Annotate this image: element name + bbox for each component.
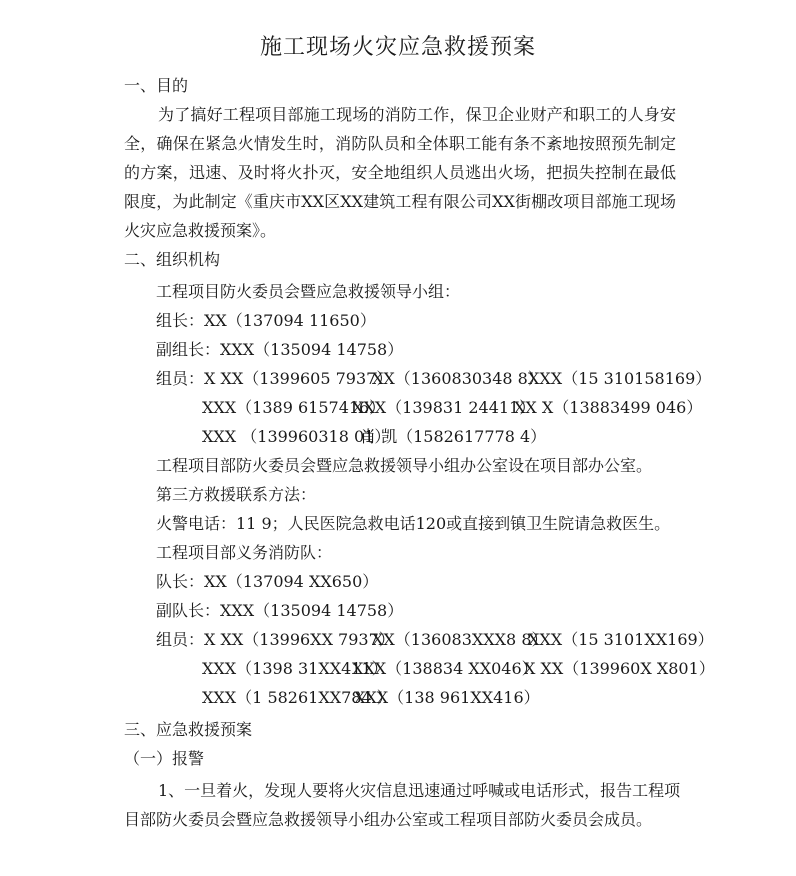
member-entry: XXX（138 961XX416） bbox=[354, 688, 540, 707]
paragraph-line: 为了搞好工程项目部施工现场的消防工作，保卫企业财产和职工的人身安 bbox=[158, 105, 676, 124]
member-entry: XXX （139960318 01） bbox=[202, 427, 391, 446]
paragraph-line: 火灾应急救援预案》。 bbox=[124, 221, 277, 240]
member-entry: XXX（15 310158169） bbox=[528, 369, 712, 388]
section-heading-purpose: 一、目的 bbox=[124, 76, 189, 95]
org-members-row bbox=[156, 369, 711, 389]
member-entry: X XX（139960X X801） bbox=[524, 659, 715, 678]
member-entry: XX（136083XXX8 8） bbox=[372, 630, 548, 649]
third-party-contact-title: 第三方救援联系方法： bbox=[156, 485, 317, 504]
org-members-row bbox=[202, 427, 546, 447]
paragraph-line: 的方案，迅速、及时将火扑灭，安全地组织人员逃出火场，把损失控制在最低 bbox=[124, 163, 676, 182]
paragraph-line: 限度，为此制定《重庆市XX区XX建筑工程有限公司XX街棚改项目部施工现场 bbox=[124, 192, 676, 211]
org-leader: 组长：XX（137094 11650） bbox=[156, 311, 376, 330]
paragraph-line: 全，确保在紧急火情发生时，消防队员和全体职工能有条不紊地按照预先制定 bbox=[124, 134, 676, 153]
members-label: 组员： bbox=[156, 369, 205, 388]
brigade-members-row bbox=[202, 659, 715, 679]
member-entry: XX X（13883499 046） bbox=[514, 398, 703, 417]
brigade-leader: 队长：XX（137094 XX650） bbox=[156, 572, 379, 591]
emergency-phone-line: 火警电话：11 9；人民医院急救电话120或直接到镇卫生院请急救医生。 bbox=[156, 514, 671, 533]
office-location: 工程项目部防火委员会暨应急救援领导小组办公室设在项目部办公室。 bbox=[156, 456, 653, 475]
brigade-members-row bbox=[156, 630, 714, 650]
section-heading-emergency-plan: 三、应急救援预案 bbox=[124, 720, 253, 739]
org-members-row bbox=[202, 398, 702, 418]
member-entry: XXX（138834 XX046） bbox=[352, 659, 538, 678]
member-entry: XXX（1398 31XX411） bbox=[202, 659, 388, 678]
member-entry: XX（1360830348 8） bbox=[372, 369, 544, 388]
org-committee-title: 工程项目防火委员会暨应急救援领导小组： bbox=[156, 282, 461, 301]
members-label: 组员： bbox=[156, 630, 205, 649]
subsection-heading-alarm: （一）报警 bbox=[124, 749, 205, 768]
brigade-deputy-leader: 副队长：XXX（135094 14758） bbox=[156, 601, 404, 620]
document-title: 施工现场火灾应急救援预案 bbox=[259, 35, 536, 60]
member-entry: XXX（1 58261XX784 ） bbox=[202, 688, 393, 707]
section-heading-organization: 二、组织机构 bbox=[124, 250, 221, 269]
member-entry: X XX（13996XX 7937） bbox=[204, 630, 395, 649]
brigade-members-row bbox=[202, 688, 540, 708]
member-entry: XXX（1389 6157416） bbox=[202, 398, 386, 417]
member-entry: XXX（15 3101XX169） bbox=[528, 630, 714, 649]
paragraph-line: 目部防火委员会暨应急救援领导小组办公室或工程项目部防火委员会成员。 bbox=[124, 810, 653, 829]
member-entry: X XX（1399605 7937） bbox=[204, 369, 393, 388]
paragraph-line: 1、一旦着火，发现人要将火灾信息迅速通过呼喊或电话形式，报告工程项 bbox=[158, 781, 681, 800]
member-entry: 肖 凯（1582617778 4） bbox=[360, 427, 547, 446]
org-deputy-leader: 副组长：XXX（135094 14758） bbox=[156, 340, 404, 359]
fire-brigade-title: 工程项目部义务消防队： bbox=[156, 543, 333, 562]
member-entry: XXX（139831 24411） bbox=[352, 398, 536, 417]
